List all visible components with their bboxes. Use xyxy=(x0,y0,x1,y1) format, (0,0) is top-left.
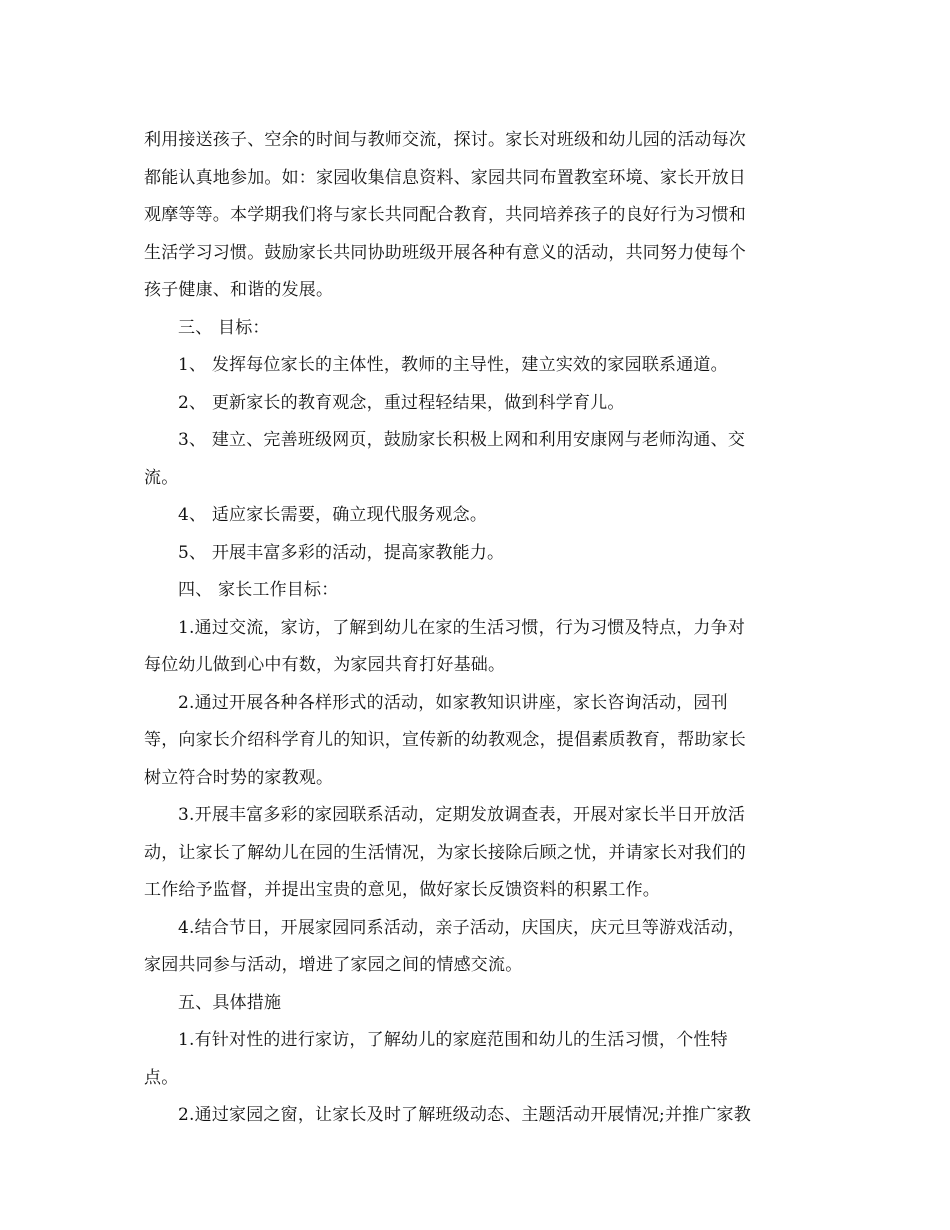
list-item: 3.开展丰富多彩的家园联系活动，定期发放调查表，开展对家长半日开放活 xyxy=(178,805,746,825)
document-body xyxy=(144,122,804,1135)
text-line: 点。 xyxy=(144,1067,179,1088)
text-line: 都能认真地参加。如：家园收集信息资料、家园共同布置教室环境、家长开放日 xyxy=(144,167,746,188)
text-line: 家园共同参与活动，增进了家园之间的情感交流。 xyxy=(144,955,523,975)
list-item: 5、 开展丰富多彩的活动，提高家教能力。 xyxy=(178,542,505,563)
list-item: 4.结合节日，开展家园同系活动，亲子活动，庆国庆，庆元旦等游戏活动， xyxy=(178,917,746,938)
list-item: 2、 更新家长的教育观念，重过程轻结果，做到科学育儿。 xyxy=(178,392,625,413)
text-line: 动，让家长了解幼儿在园的生活情况，为家长接除后顾之忧，并请家长对我们的 xyxy=(144,842,746,863)
section-heading-goals: 三、 目标： xyxy=(178,317,270,338)
section-heading-parent-work-goals: 四、 家长工作目标： xyxy=(178,580,339,600)
text-line: 利用接送孩子、空余的时间与教师交流，探讨。家长对班级和幼儿园的活动每次 xyxy=(144,130,746,150)
text-line: 树立符合时势的家教观。 xyxy=(144,767,334,788)
list-item: 2.通过开展各种各样形式的活动，如家教知识讲座，家长咨询活动，园刊 xyxy=(178,692,728,713)
list-item: 2.通过家园之窗，让家长及时了解班级动态、主题活动开展情况;并推广家教 xyxy=(178,1105,751,1125)
list-item: 3、 建立、完善班级网页，鼓励家长积极上网和利用安康网与老师沟通、交 xyxy=(178,430,746,450)
text-line: 工作给予监督，并提出宝贵的意见，做好家长反馈资料的积累工作。 xyxy=(144,880,660,900)
list-item: 1.通过交流，家访，了解到幼儿在家的生活习惯，行为习惯及特点，力争对 xyxy=(178,617,746,638)
section-heading-measures: 五、具体措施 xyxy=(178,992,282,1013)
list-item: 1、 发挥每位家长的主体性，教师的主导性，建立实效的家园联系通道。 xyxy=(178,355,728,375)
list-item: 1.有针对性的进行家访，了解幼儿的家庭范围和幼儿的生活习惯，个性特 xyxy=(178,1030,728,1050)
text-line: 观摩等等。本学期我们将与家长共同配合教育，共同培养孩子的良好行为习惯和 xyxy=(144,205,746,225)
text-line: 等，向家长介绍科学育儿的知识，宣传新的幼教观念，提倡素质教育，帮助家长 xyxy=(144,730,746,750)
text-line: 孩子健康、和谐的发展。 xyxy=(144,280,334,300)
text-line: 生活学习习惯。鼓励家长共同协助班级开展各种有意义的活动，共同努力使每个 xyxy=(144,242,746,263)
list-item: 4、 适应家长需要，确立现代服务观念。 xyxy=(178,505,488,525)
text-line: 每位幼儿做到心中有数，为家园共育打好基础。 xyxy=(144,655,506,675)
text-line: 流。 xyxy=(144,467,179,488)
